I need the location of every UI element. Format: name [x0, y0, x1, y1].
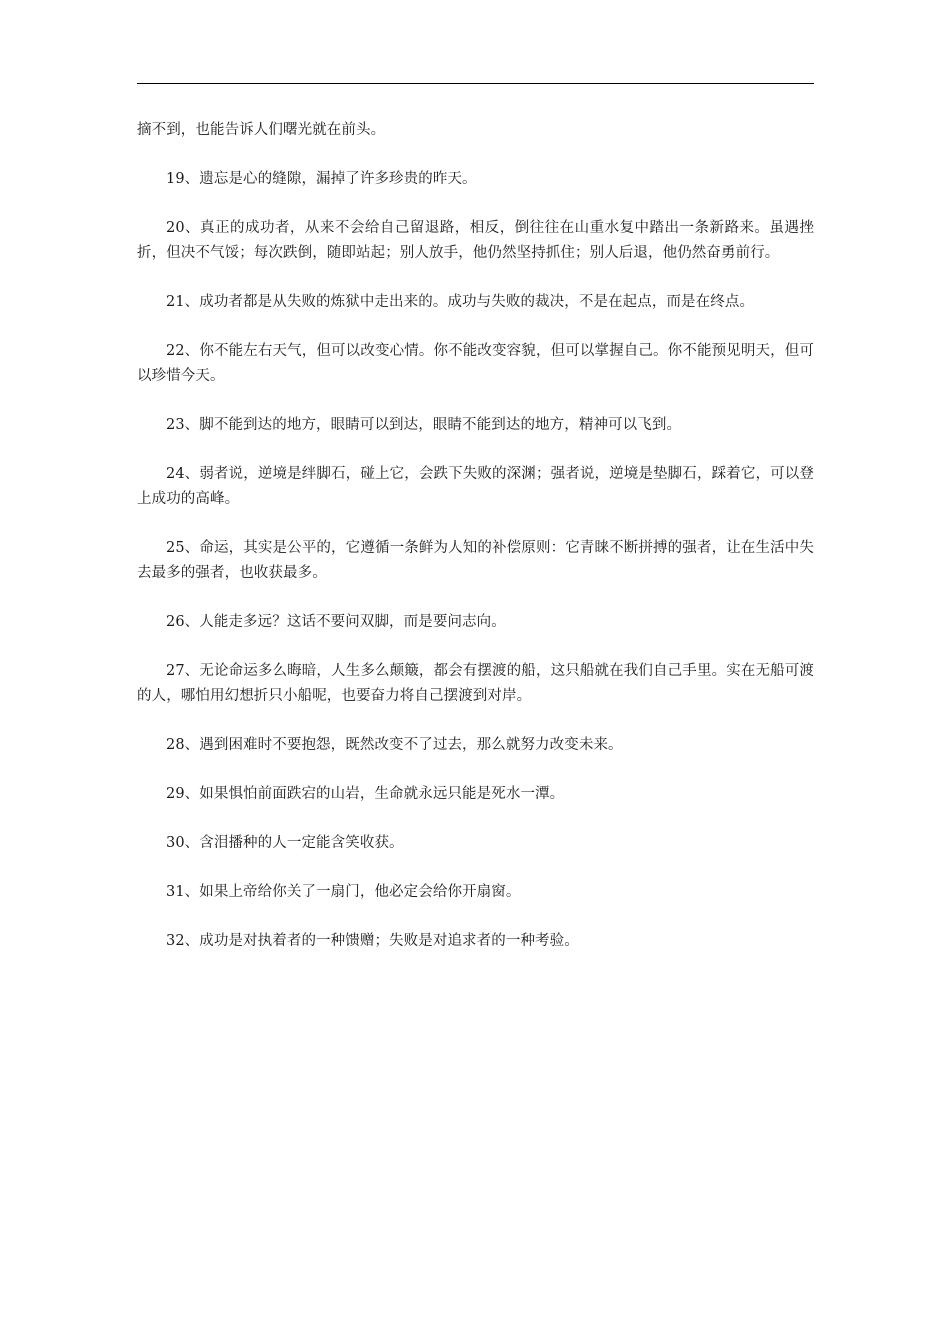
paragraph-32: 32、成功是对执着者的一种馈赠；失败是对追求者的一种考验。 — [166, 933, 579, 949]
paragraph-22: 22、你不能左右天气，但可以改变心情。你不能改变容貌，但可以掌握自己。你不能预见明天，但可以珍惜今天。 — [137, 343, 814, 384]
paragraph-30: 30、含泪播种的人一定能含笑收获。 — [166, 835, 404, 851]
paragraph-continuation: 摘不到，也能告诉人们曙光就在前头。 — [137, 122, 386, 138]
paragraph-29: 29、如果惧怕前面跌宕的山岩，生命就永远只能是死水一潭。 — [166, 786, 565, 802]
document-body — [137, 118, 814, 978]
paragraph-24: 24、弱者说，逆境是绊脚石，碰上它，会跌下失败的深渊；强者说，逆境是垫脚石，踩着它，可以登上成功的高峰。 — [137, 466, 814, 507]
paragraph-21: 21、成功者都是从失败的炼狱中走出来的。成功与失败的裁决，不是在起点，而是在终点。 — [166, 294, 755, 310]
paragraph-20: 20、真正的成功者，从来不会给自己留退路，相反，倒往往在山重水复中踏出一条新路来。虽遇挫折，但决不气馁；每次跌倒，随即站起；别人放手，他仍然坚持抓住；别人后退，他仍然奋勇前行。 — [137, 220, 814, 261]
paragraph-19: 19、遗忘是心的缝隙，漏掉了许多珍贵的昨天。 — [166, 171, 477, 187]
paragraph-26: 26、人能走多远？这话不要问双脚，而是要问志向。 — [166, 614, 506, 630]
paragraph-31: 31、如果上帝给你关了一扇门，他必定会给你开扇窗。 — [166, 884, 521, 900]
paragraph-25: 25、命运，其实是公平的，它遵循一条鲜为人知的补偿原则：它青睐不断拼搏的强者，让在生活中失去最多的强者，也收获最多。 — [137, 540, 814, 581]
paragraph-27: 27、无论命运多么晦暗，人生多么颠簸，都会有摆渡的船，这只船就在我们自己手里。实在无船可渡的人，哪怕用幻想折只小船呢，也要奋力将自己摆渡到对岸。 — [137, 663, 814, 704]
paragraph-28: 28、遇到困难时不要抱怨，既然改变不了过去，那么就努力改变未来。 — [166, 737, 623, 753]
header-rule — [137, 83, 814, 84]
paragraph-23: 23、脚不能到达的地方，眼睛可以到达，眼睛不能到达的地方，精神可以飞到。 — [166, 417, 682, 433]
